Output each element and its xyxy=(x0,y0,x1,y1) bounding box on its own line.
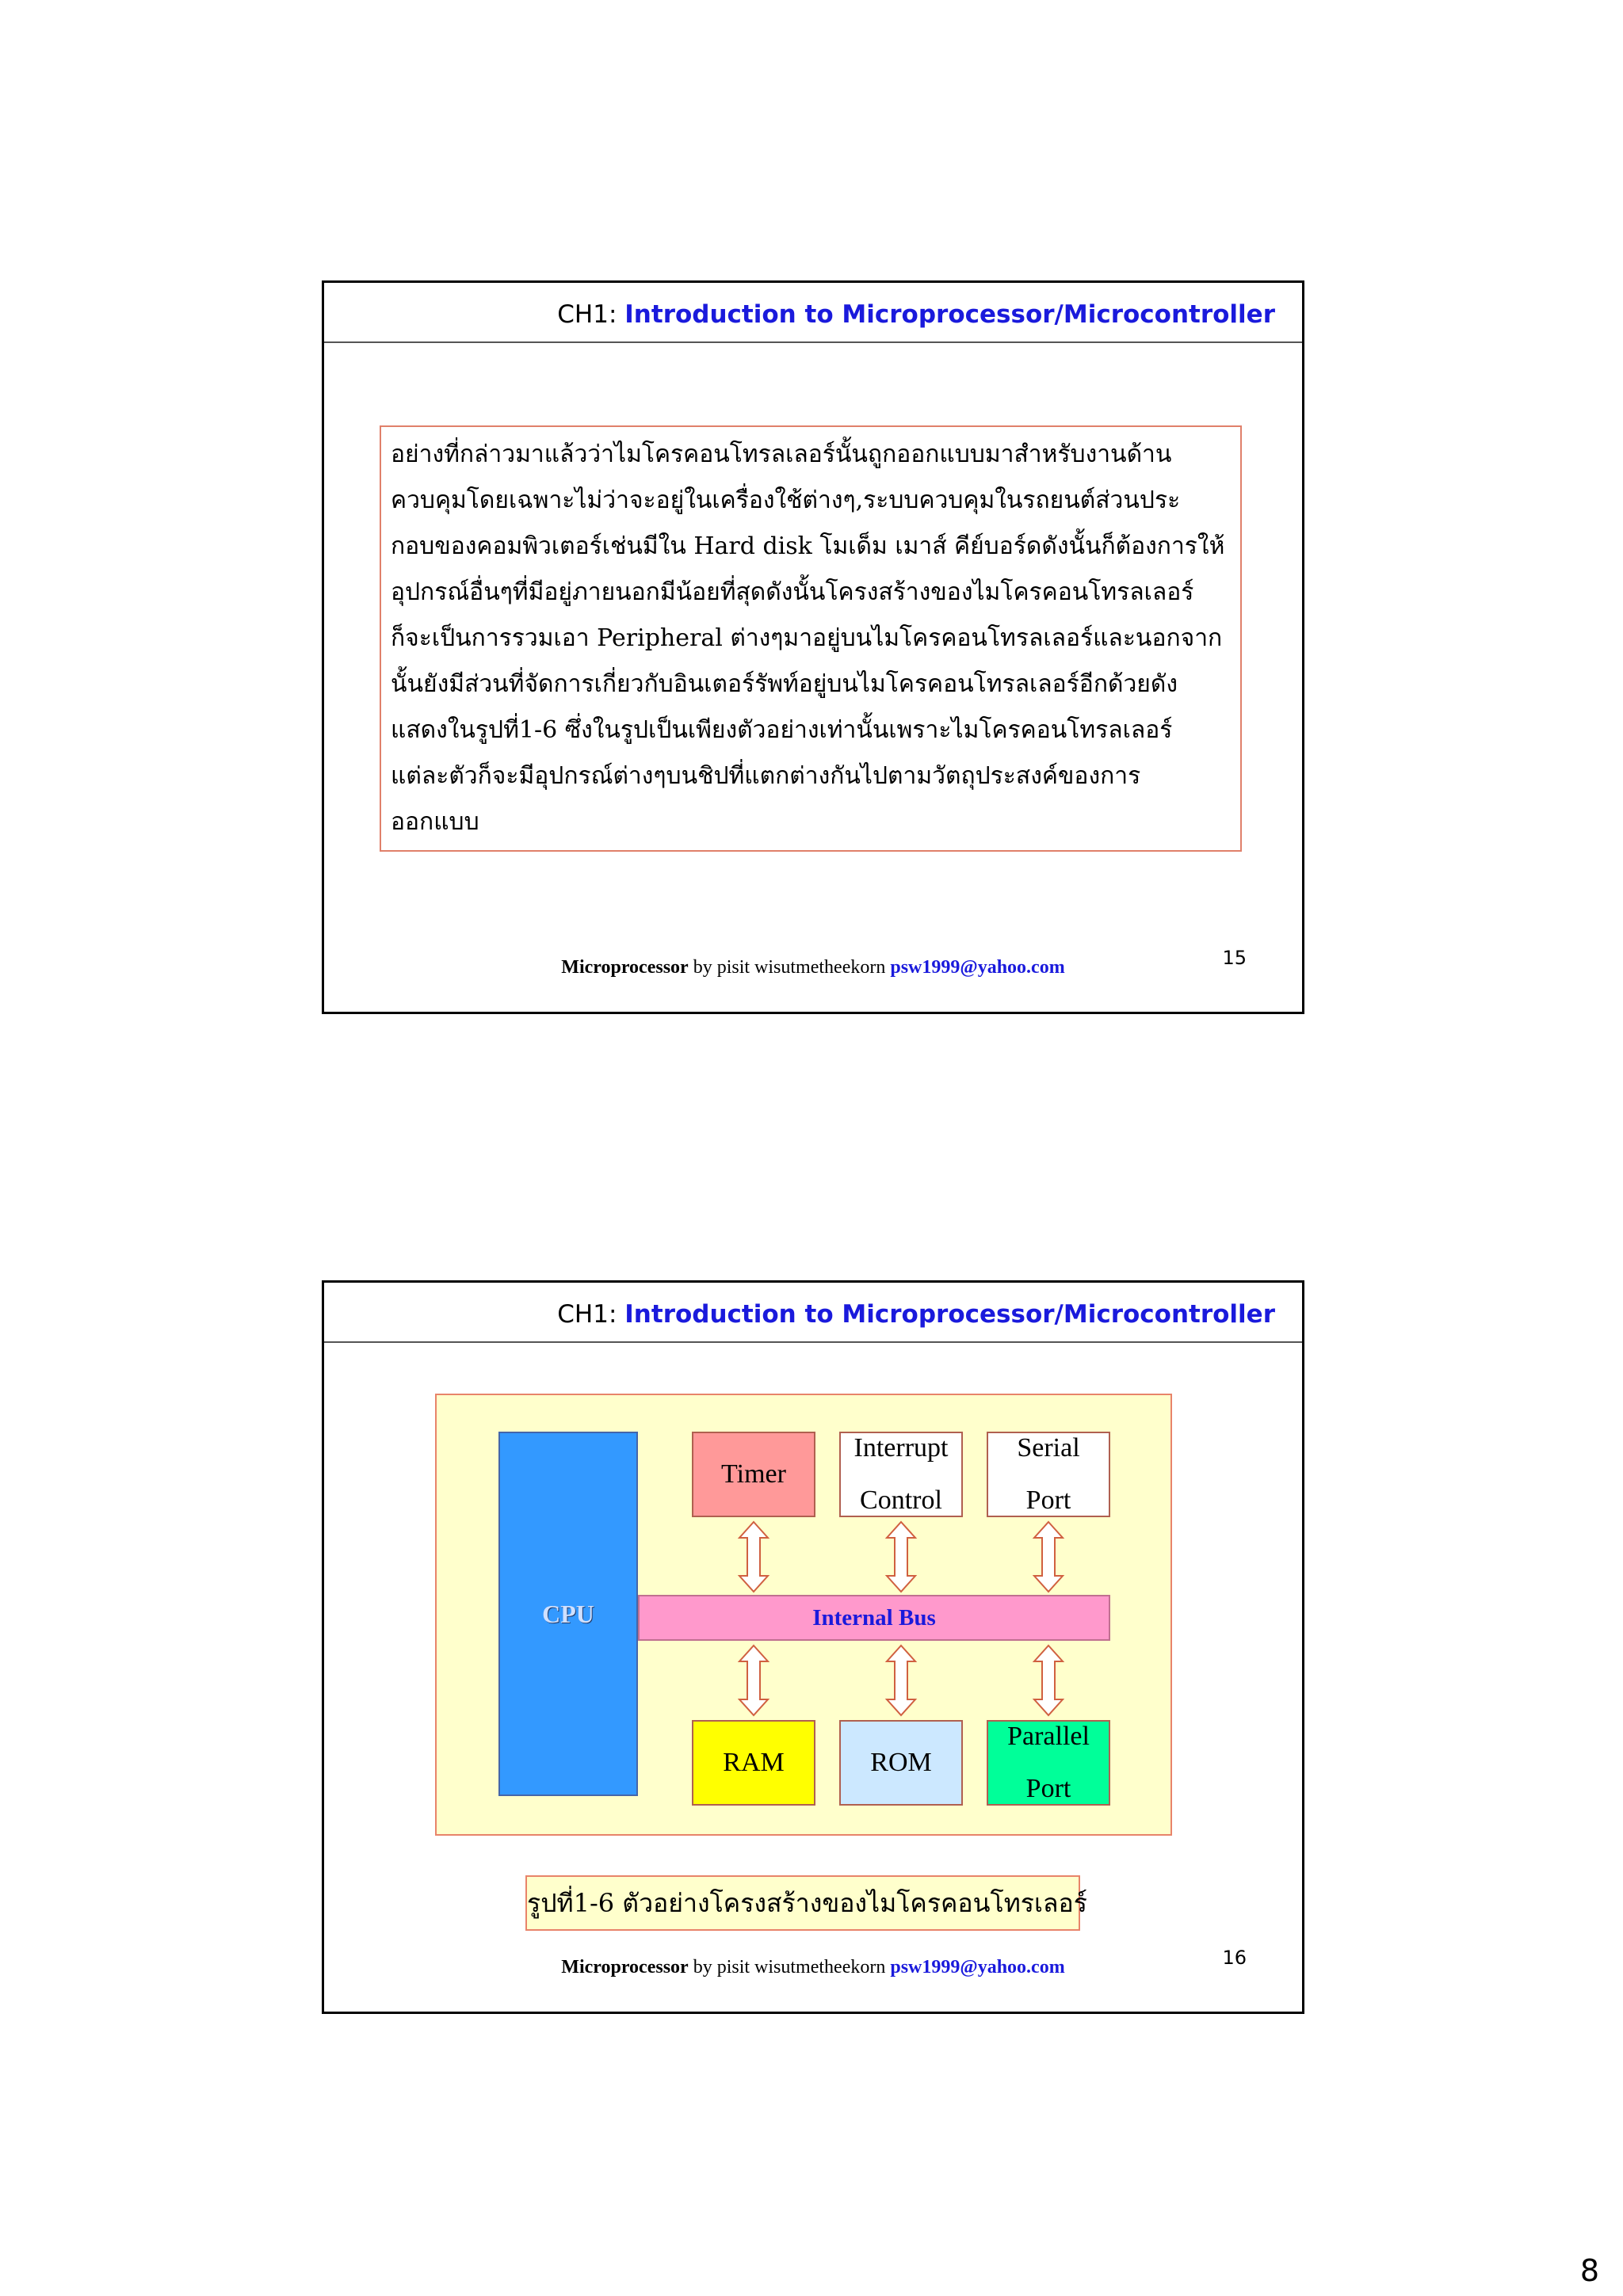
block-label: Control xyxy=(860,1486,942,1515)
double-arrow-icon xyxy=(736,1520,771,1593)
double-arrow-icon xyxy=(884,1520,918,1593)
slide-header xyxy=(324,1283,1302,1343)
block-label: Port xyxy=(1025,1774,1071,1803)
slide-title xyxy=(557,1300,1275,1329)
block-label: Serial xyxy=(1017,1433,1080,1463)
slide-page-number: 16 xyxy=(1222,1947,1247,1969)
body-line: ควบคุมโดยเฉพาะไม่ว่าจะอยู่ในเครื่องใช้ต่างๆ,ระบบควบคุมในรถยนต์ส่วนประ xyxy=(391,486,1181,514)
slide-15 xyxy=(322,280,1304,1014)
body-text-box xyxy=(380,425,1242,852)
body-line: นั้นยังมีส่วนที่จัดการเกี่ยวกับอินเตอร์รัพท์อยู่บนไมโครคอนโทรลเลอร์อีกด้วยดัง xyxy=(391,670,1178,698)
timer-block: Timer xyxy=(692,1432,815,1517)
slide-16 xyxy=(322,1280,1304,2014)
double-arrow-icon xyxy=(736,1644,771,1717)
body-line: แต่ละตัวก็จะมีอุปกรณ์ต่างๆบนชิปที่แตกต่างกันไปตามวัตถุประสงค์ของการ xyxy=(391,762,1141,790)
title-prefix: CH1: xyxy=(557,1300,617,1329)
block-label: Port xyxy=(1025,1486,1071,1515)
rom-block: ROM xyxy=(839,1720,963,1806)
body-line: กอบของคอมพิวเตอร์เช่นมีใน Hard disk โมเด็ม เมาส์ คีย์บอร์ดดังนั้นก็ต้องการให้ xyxy=(391,532,1225,560)
cpu-block: CPU xyxy=(498,1432,638,1796)
slide-footer xyxy=(324,1957,1302,1978)
block-label: Interrupt xyxy=(854,1433,949,1463)
footer-author: by pisit wisutmetheekorn xyxy=(688,957,891,978)
body-line: ก็จะเป็นการรวมเอา Peripheral ต่างๆมาอยู่บนไมโครคอนโทรลเลอร์และนอกจาก xyxy=(391,624,1223,652)
body-line: แสดงในรูปที่1-6 ซึ่งในรูปเป็นเพียงตัวอย่างเท่านั้นเพราะไมโครคอนโทรลเลอร์ xyxy=(391,716,1173,744)
serial-port-block xyxy=(987,1432,1110,1517)
body-line: อย่างที่กล่าวมาแล้วว่าไมโครคอนโทรลเลอร์นั้นถูกออกแบบมาสำหรับงานด้าน xyxy=(391,441,1172,468)
slide-page-number: 15 xyxy=(1222,947,1247,969)
footer-email: psw1999@yahoo.com xyxy=(890,1957,1065,1978)
parallel-port-block xyxy=(987,1720,1110,1806)
microcontroller-structure-diagram xyxy=(435,1394,1172,1836)
block-label: Parallel xyxy=(1007,1722,1090,1751)
double-arrow-icon xyxy=(1031,1520,1066,1593)
double-arrow-icon xyxy=(884,1644,918,1717)
body-line: อุปกรณ์อื่นๆที่มีอยู่ภายนอกมีน้อยที่สุดดังนั้นโครงสร้างของไมโครคอนโทรลเลอร์ xyxy=(391,578,1194,606)
footer-name: Microprocessor xyxy=(561,1957,689,1978)
slide-header xyxy=(324,283,1302,343)
slide-title xyxy=(557,300,1275,329)
sheet-page-number: 8 xyxy=(1579,2253,1599,2288)
footer-email: psw1999@yahoo.com xyxy=(890,957,1065,978)
title-main: Introduction to Microprocessor/Microcontroller xyxy=(624,1300,1275,1329)
slide-footer xyxy=(324,957,1302,978)
figure-caption: รูปที่1-6 ตัวอย่างโครงสร้างของไมโครคอนโทรเลอร์ xyxy=(525,1875,1080,1931)
body-line: ออกแบบ xyxy=(391,808,479,836)
internal-bus-block: Internal Bus xyxy=(638,1595,1110,1641)
title-prefix: CH1: xyxy=(557,300,617,329)
double-arrow-icon xyxy=(1031,1644,1066,1717)
title-main: Introduction to Microprocessor/Microcontroller xyxy=(624,300,1275,329)
footer-author: by pisit wisutmetheekorn xyxy=(688,1957,891,1978)
footer-name: Microprocessor xyxy=(561,957,689,978)
interrupt-control-block xyxy=(839,1432,963,1517)
ram-block: RAM xyxy=(692,1720,815,1806)
